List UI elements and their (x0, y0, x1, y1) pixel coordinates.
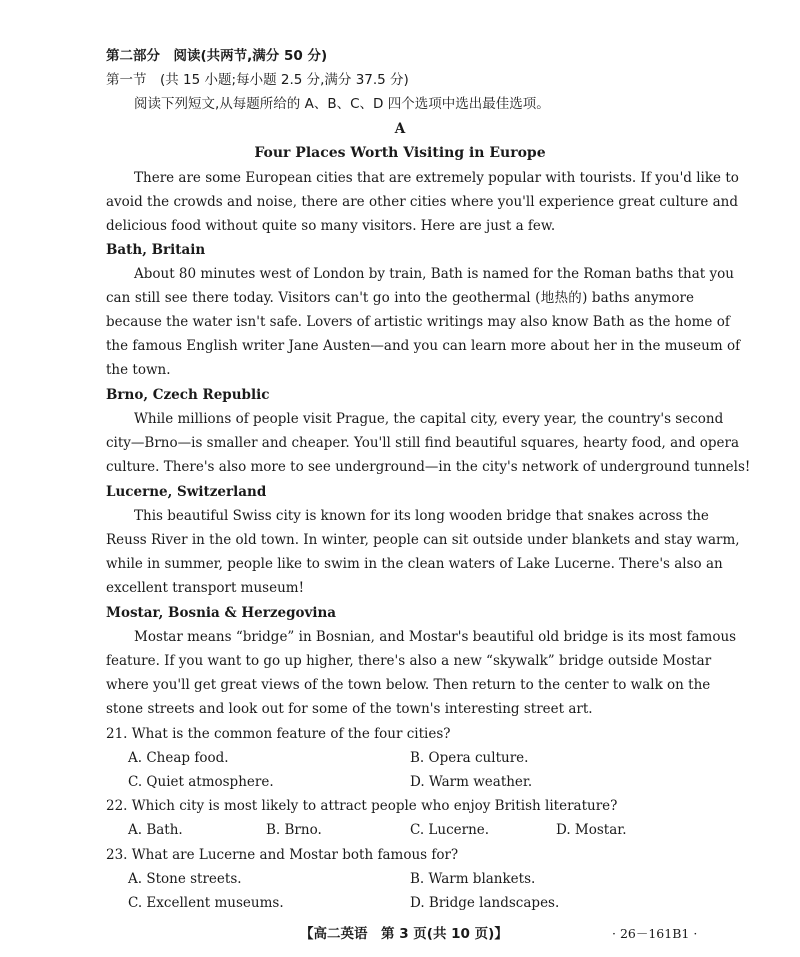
paragraph-line: Mostar means “bridge” in Bosnian, and Mostar's beautiful old bridge is its most famous (134, 629, 737, 645)
paragraph-line: excellent transport museum! (106, 580, 305, 596)
paragraph-line: About 80 minutes west of London by train, Bath is named for the Roman baths that you (134, 266, 734, 282)
answer-option[interactable]: B. Brno. (266, 822, 322, 838)
page-footer-label: 【高二英语 第 3 页(共 10 页)】 (300, 926, 508, 942)
answer-option[interactable]: D. Mostar. (556, 822, 627, 838)
paragraph-line: While millions of people visit Prague, the capital city, every year, the country's second (134, 411, 724, 427)
paragraph-line: culture. There's also more to see underground—in the city's network of underground tunnels! (106, 459, 751, 475)
part-heading: 第二部分 阅读(共两节,满分 50 分) (106, 48, 328, 64)
instruction-text: 阅读下列短文,从每题所给的 A、B、C、D 四个选项中选出最佳选项。 (134, 96, 550, 112)
paragraph-line: because the water isn't safe. Lovers of artistic writings may also know Bath as the home of (106, 314, 730, 330)
paragraph-line: This beautiful Swiss city is known for its long wooden bridge that snakes across the (134, 508, 709, 524)
answer-option[interactable]: C. Quiet atmosphere. (128, 774, 274, 790)
paragraph-line: stone streets and look out for some of the town's interesting street art. (106, 701, 593, 717)
paragraph-line: the famous English writer Jane Austen—and you can learn more about her in the museum of (106, 338, 741, 354)
answer-option[interactable]: B. Warm blankets. (410, 871, 536, 887)
intro-line: delicious food without quite so many visitors. Here are just a few. (106, 218, 556, 234)
answer-option[interactable]: A. Stone streets. (128, 871, 242, 887)
section-heading: 第一节 (共 15 小题;每小题 2.5 分,满分 37.5 分) (106, 72, 409, 88)
paragraph-line: while in summer, people like to swim in the clean waters of Lake Lucerne. There's also an (106, 556, 723, 572)
section-heading-mostar: Mostar, Bosnia & Herzegovina (106, 605, 337, 621)
page-footer-code: · 26－161B1 · (612, 926, 698, 941)
answer-option[interactable]: C. Excellent museums. (128, 895, 284, 911)
paragraph-line: the town. (106, 362, 171, 378)
paragraph-line: Reuss River in the old town. In winter, people can sit outside under blankets and stay warm, (106, 532, 740, 548)
passage-title: Four Places Worth Visiting in Europe (254, 145, 546, 161)
section-heading-lucerne: Lucerne, Switzerland (106, 484, 267, 500)
section-heading-brno: Brno, Czech Republic (106, 387, 270, 403)
answer-option[interactable]: B. Opera culture. (410, 750, 529, 766)
passage-letter: A (394, 121, 406, 137)
paragraph-line: city—Brno—is smaller and cheaper. You'll still find beautiful squares, hearty food, and opera (106, 435, 740, 451)
paragraph-line: can still see there today. Visitors can't go into the geothermal (地热的) baths anymore (106, 290, 694, 306)
question-stem: 23. What are Lucerne and Mostar both famous for? (106, 847, 459, 863)
paragraph-line: feature. If you want to go up higher, there's also a new “skywalk” bridge outside Mostar (106, 653, 712, 669)
answer-option[interactable]: D. Warm weather. (410, 774, 533, 790)
answer-option[interactable]: A. Cheap food. (128, 750, 229, 766)
answer-option[interactable]: C. Lucerne. (410, 822, 490, 838)
paragraph-line: where you'll get great views of the town below. Then return to the center to walk on the (106, 677, 711, 693)
answer-option[interactable]: A. Bath. (128, 822, 183, 838)
answer-option[interactable]: D. Bridge landscapes. (410, 895, 560, 911)
section-heading-bath: Bath, Britain (106, 242, 206, 258)
intro-line: There are some European cities that are extremely popular with tourists. If you'd like to (134, 170, 739, 186)
question-stem: 21. What is the common feature of the four cities? (106, 726, 451, 742)
intro-line: avoid the crowds and noise, there are other cities where you'll experience great culture and (106, 194, 739, 210)
question-stem: 22. Which city is most likely to attract people who enjoy British literature? (106, 798, 618, 814)
